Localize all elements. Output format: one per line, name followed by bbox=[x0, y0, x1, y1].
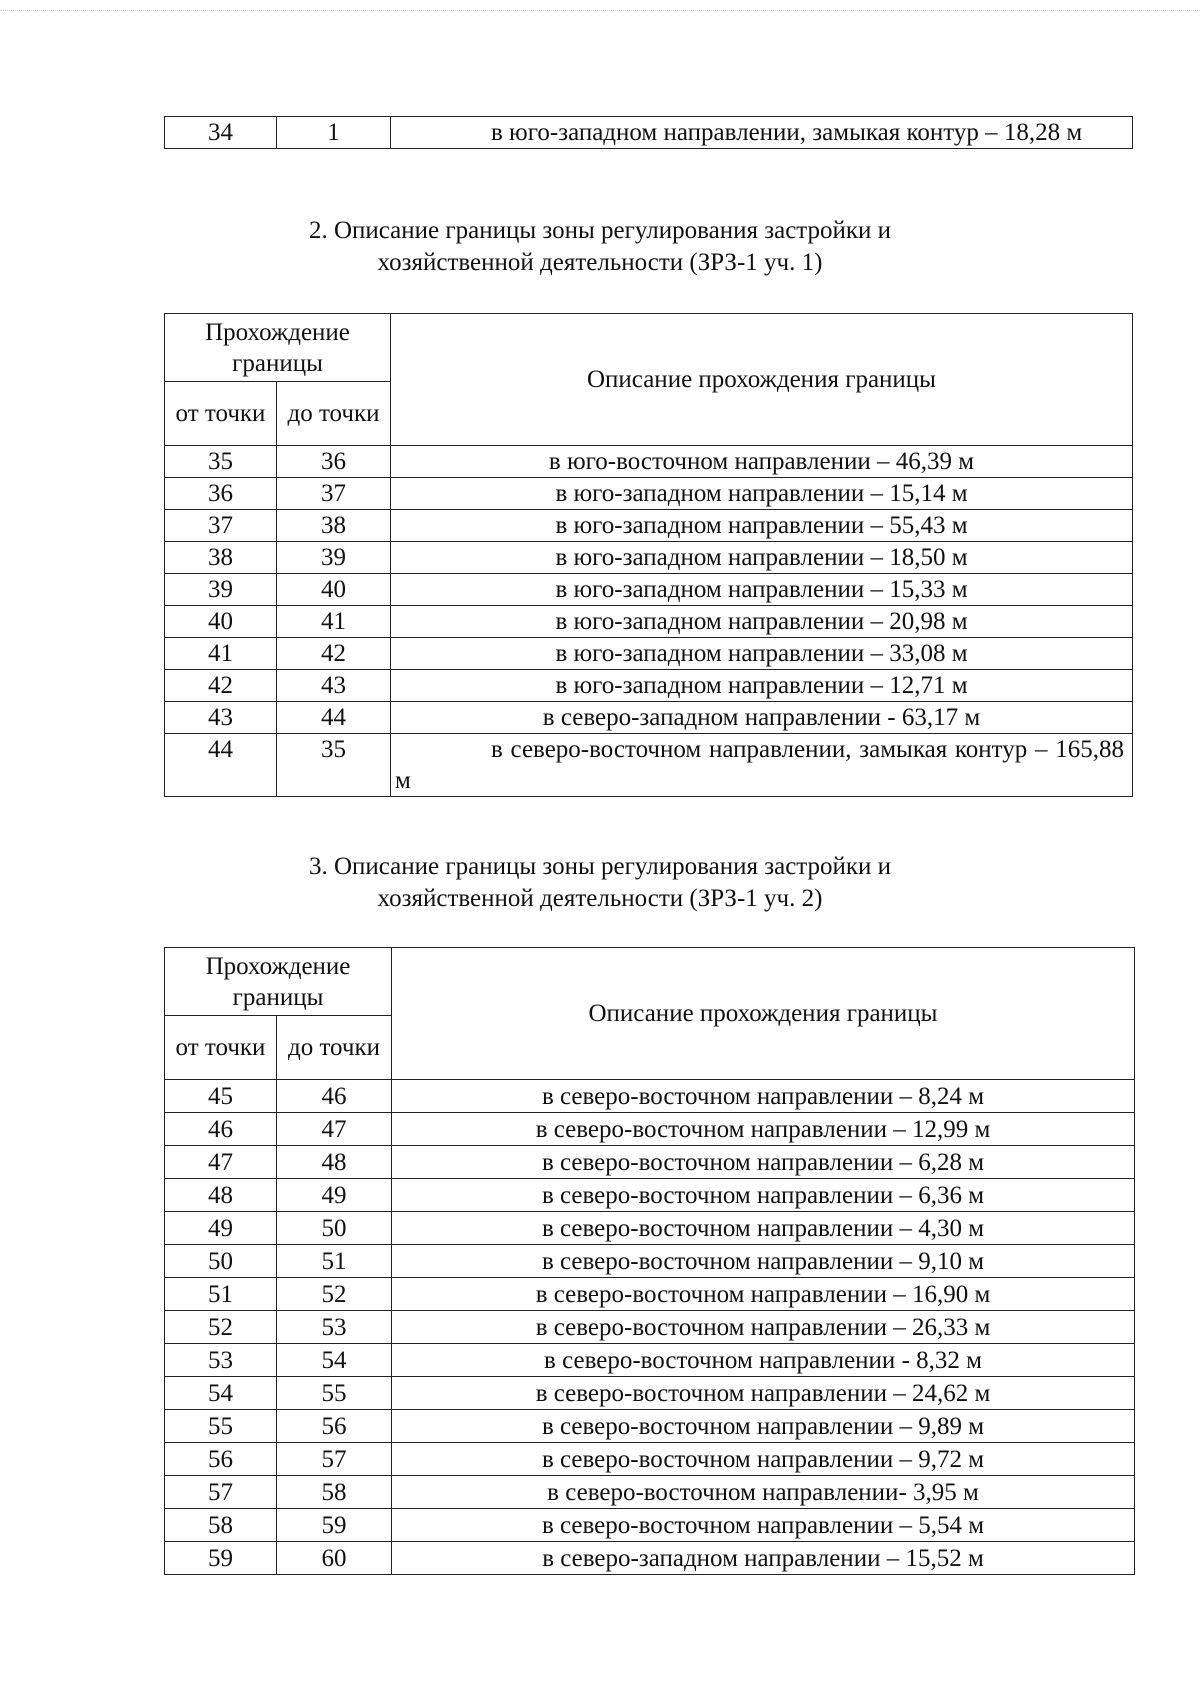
from-point: 59 bbox=[165, 1542, 277, 1575]
header-passage: Прохождение границы bbox=[165, 948, 392, 1016]
to-point: 57 bbox=[277, 1443, 392, 1476]
from-point: 56 bbox=[165, 1443, 277, 1476]
segment-description: в северо-восточном направлении – 9,10 м bbox=[392, 1245, 1135, 1278]
segment-description: в северо-восточном направлении - 8,32 м bbox=[392, 1344, 1135, 1377]
table-row bbox=[165, 702, 1133, 734]
from-point: 44 bbox=[165, 734, 277, 797]
table-row bbox=[165, 1377, 1135, 1410]
from-point: 58 bbox=[165, 1509, 277, 1542]
from-point: 50 bbox=[165, 1245, 277, 1278]
table-row bbox=[165, 446, 1133, 478]
table-row bbox=[165, 478, 1133, 510]
header-from: от точки bbox=[165, 382, 277, 446]
to-point: 46 bbox=[277, 1080, 392, 1113]
from-point: 35 bbox=[165, 446, 277, 478]
segment-description: в северо-восточном направлении- 3,95 м bbox=[392, 1476, 1135, 1509]
table-row bbox=[165, 1542, 1135, 1575]
segment-description: в северо-восточном направлении – 6,28 м bbox=[392, 1146, 1135, 1179]
section-2-table bbox=[164, 313, 1133, 797]
header-passage: Прохождение границы bbox=[165, 314, 391, 382]
to-point: 59 bbox=[277, 1509, 392, 1542]
to-point: 53 bbox=[277, 1311, 392, 1344]
segment-description-text: в юго-западном направлении, замыкая контур – 18,28 м bbox=[491, 119, 1083, 146]
segment-description: в северо-восточном направлении – 16,90 м bbox=[392, 1278, 1135, 1311]
from-point: 45 bbox=[165, 1080, 277, 1113]
header-to: до точки bbox=[277, 1016, 392, 1080]
continuation-table bbox=[164, 116, 1133, 149]
table-row bbox=[165, 1410, 1135, 1443]
table-row bbox=[165, 1179, 1135, 1212]
from-point: 38 bbox=[165, 542, 277, 574]
section-2-title-line-2: хозяйственной деятельности (ЗРЗ-1 уч. 1) bbox=[377, 249, 823, 276]
segment-description: в северо-восточном направлении – 6,36 м bbox=[392, 1179, 1135, 1212]
segment-description: в северо-восточном направлении – 5,54 м bbox=[392, 1509, 1135, 1542]
from-point: 54 bbox=[165, 1377, 277, 1410]
section-3-title-line-1: 3. Описание границы зоны регулирования застройки и bbox=[308, 853, 892, 880]
table-row bbox=[165, 1278, 1135, 1311]
from-point: 37 bbox=[165, 510, 277, 542]
from-point: 41 bbox=[165, 638, 277, 670]
segment-description bbox=[391, 117, 1133, 149]
segment-description: в северо-западном направлении – 15,52 м bbox=[392, 1542, 1135, 1575]
to-point: 37 bbox=[277, 478, 391, 510]
segment-description: в юго-западном направлении – 12,71 м bbox=[391, 670, 1133, 702]
segment-description bbox=[391, 734, 1133, 797]
from-point: 40 bbox=[165, 606, 277, 638]
table-row bbox=[165, 1443, 1135, 1476]
to-point: 50 bbox=[277, 1212, 392, 1245]
to-point: 55 bbox=[277, 1377, 392, 1410]
segment-description: в юго-западном направлении – 20,98 м bbox=[391, 606, 1133, 638]
segment-description: в юго-восточном направлении – 46,39 м bbox=[391, 446, 1133, 478]
table-row bbox=[165, 1080, 1135, 1113]
segment-description: в юго-западном направлении – 15,33 м bbox=[391, 574, 1133, 606]
to-point: 54 bbox=[277, 1344, 392, 1377]
to-point: 58 bbox=[277, 1476, 392, 1509]
from-point: 39 bbox=[165, 574, 277, 606]
segment-description: в северо-западном направлении - 63,17 м bbox=[391, 702, 1133, 734]
to-point: 52 bbox=[277, 1278, 392, 1311]
section-2-title-line-1: 2. Описание границы зоны регулирования застройки и bbox=[308, 217, 892, 244]
section-3-title bbox=[0, 851, 1200, 915]
table-row bbox=[165, 117, 1133, 149]
to-point: 36 bbox=[277, 446, 391, 478]
page-top-edge bbox=[0, 10, 1200, 11]
from-point: 49 bbox=[165, 1212, 277, 1245]
table-row bbox=[165, 1113, 1135, 1146]
table-row bbox=[165, 1311, 1135, 1344]
table-row bbox=[165, 1212, 1135, 1245]
to-point: 47 bbox=[277, 1113, 392, 1146]
from-point: 53 bbox=[165, 1344, 277, 1377]
to-point: 56 bbox=[277, 1410, 392, 1443]
to-point: 35 bbox=[277, 734, 391, 797]
from-point: 42 bbox=[165, 670, 277, 702]
section-3-title-line-2: хозяйственной деятельности (ЗРЗ-1 уч. 2) bbox=[377, 885, 823, 912]
table-row bbox=[165, 1146, 1135, 1179]
to-point: 38 bbox=[277, 510, 391, 542]
to-point: 40 bbox=[277, 574, 391, 606]
table-row bbox=[165, 1476, 1135, 1509]
table-row bbox=[165, 606, 1133, 638]
to-point: 42 bbox=[277, 638, 391, 670]
table-row bbox=[165, 638, 1133, 670]
header-description: Описание прохождения границы bbox=[391, 314, 1133, 446]
from-point: 36 bbox=[165, 478, 277, 510]
from-point: 52 bbox=[165, 1311, 277, 1344]
segment-description: в северо-восточном направлении – 9,72 м bbox=[392, 1443, 1135, 1476]
to-point: 43 bbox=[277, 670, 391, 702]
header-to: до точки bbox=[277, 382, 391, 446]
to-point: 51 bbox=[277, 1245, 392, 1278]
from-point: 57 bbox=[165, 1476, 277, 1509]
from-point: 47 bbox=[165, 1146, 277, 1179]
table-row bbox=[165, 1509, 1135, 1542]
section-2-title bbox=[0, 215, 1200, 279]
header-from: от точки bbox=[165, 1016, 277, 1080]
to-point: 60 bbox=[277, 1542, 392, 1575]
table-row bbox=[165, 1344, 1135, 1377]
segment-description: в северо-восточном направлении – 12,99 м bbox=[392, 1113, 1135, 1146]
to-point: 39 bbox=[277, 542, 391, 574]
from-point: 51 bbox=[165, 1278, 277, 1311]
segment-description: в северо-восточном направлении – 26,33 м bbox=[392, 1311, 1135, 1344]
table-row bbox=[165, 510, 1133, 542]
segment-description-text: в северо-восточном направлении, замыкая контур – 165,88 м bbox=[395, 736, 1124, 794]
segment-description: в северо-восточном направлении – 9,89 м bbox=[392, 1410, 1135, 1443]
from-point: 46 bbox=[165, 1113, 277, 1146]
table-row bbox=[165, 1245, 1135, 1278]
header-description: Описание прохождения границы bbox=[392, 948, 1135, 1080]
segment-description: в юго-западном направлении – 18,50 м bbox=[391, 542, 1133, 574]
from-point: 55 bbox=[165, 1410, 277, 1443]
segment-description: в северо-восточном направлении – 4,30 м bbox=[392, 1212, 1135, 1245]
from-point: 48 bbox=[165, 1179, 277, 1212]
segment-description: в юго-западном направлении – 55,43 м bbox=[391, 510, 1133, 542]
to-point: 48 bbox=[277, 1146, 392, 1179]
from-point: 34 bbox=[165, 117, 277, 149]
to-point: 1 bbox=[277, 117, 391, 149]
to-point: 41 bbox=[277, 606, 391, 638]
segment-description: в северо-восточном направлении – 8,24 м bbox=[392, 1080, 1135, 1113]
table-row bbox=[165, 670, 1133, 702]
section-3-table bbox=[164, 947, 1135, 1575]
to-point: 49 bbox=[277, 1179, 392, 1212]
segment-description: в юго-западном направлении – 33,08 м bbox=[391, 638, 1133, 670]
to-point: 44 bbox=[277, 702, 391, 734]
table-row bbox=[165, 734, 1133, 797]
segment-description: в юго-западном направлении – 15,14 м bbox=[391, 478, 1133, 510]
segment-description: в северо-восточном направлении – 24,62 м bbox=[392, 1377, 1135, 1410]
table-row bbox=[165, 574, 1133, 606]
table-row bbox=[165, 542, 1133, 574]
from-point: 43 bbox=[165, 702, 277, 734]
